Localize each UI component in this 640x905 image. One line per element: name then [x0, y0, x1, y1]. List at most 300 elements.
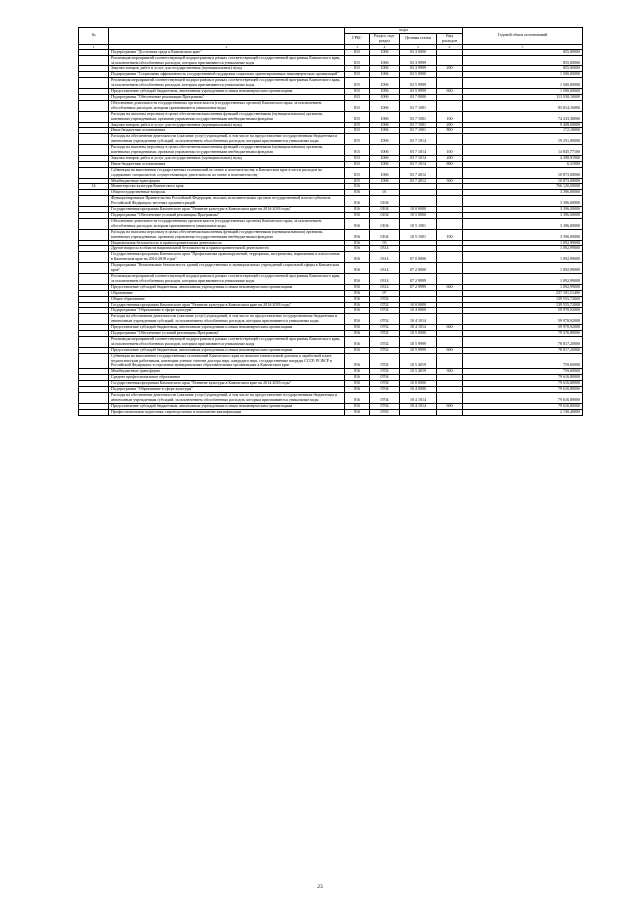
row-grbs: 815 — [345, 161, 370, 167]
row-amount: 1 500,00000 — [463, 78, 583, 89]
row-name: Государственная программа Камчатского края "Развитие культуры в Камчатском крае на 2014-2018 годы" — [109, 381, 345, 387]
row-grbs: 816 — [345, 387, 370, 393]
row-number — [79, 111, 109, 122]
row-grbs: 816 — [345, 290, 370, 296]
row-section: 1006 — [370, 122, 400, 128]
table-row — [79, 314, 583, 325]
header-amount: Годовой объем ассигнований — [463, 28, 583, 45]
budget-table — [78, 27, 583, 416]
row-name: Субвенции на выполнение государственных полномочий по опеке и попечительству в Камчатском крае в части расходов на содержание специалистов, осуществляющих деятельность по опеке и попечительству — [109, 167, 345, 178]
table-row — [79, 218, 583, 229]
row-target: 03 5 0000 — [400, 72, 437, 78]
row-amount: 6,31000 — [463, 161, 583, 167]
row-number — [79, 336, 109, 347]
row-name: Предоставление субсидий бюджетным, автономным учреждениям и иным некоммерческим организациям — [109, 403, 345, 409]
row-section: 0104 — [370, 196, 400, 207]
row-section: 0702 — [370, 347, 400, 353]
row-target: 03 7 1001 — [400, 111, 437, 122]
row-type — [437, 167, 463, 178]
row-amount: 78 817,20000 — [463, 336, 583, 347]
row-target: 10 0 0000 — [400, 207, 437, 213]
row-name: Подпрограмма "Обеспечение условий реализации Программы" — [109, 331, 345, 337]
row-type: 600 — [437, 403, 463, 409]
row-type: 200 — [437, 66, 463, 72]
column-number: 1 — [79, 44, 109, 49]
row-type: 800 — [437, 128, 463, 134]
row-name: Реализация мероприятий соответствующей подпрограммы в рамках соответствующей государственной программы Камчатского края, за исключением обособленных расходов, которым присваиваются уникальные коды — [109, 55, 345, 66]
row-amount: 855,00000 — [463, 49, 583, 55]
row-amount: 139 555,72000 — [463, 296, 583, 302]
row-name: Расходы на выплаты персоналу в целях обеспечения выполнения функций государственными (муниципальными) органами, казенными учреждениями, органами управления государственными внебюджетными фондами — [109, 229, 345, 240]
row-number — [79, 218, 109, 229]
column-number: 7 — [463, 44, 583, 49]
row-section: 03 — [370, 240, 400, 246]
row-amount: 3 396,00000 — [463, 229, 583, 240]
row-amount: 237 191,51400 — [463, 290, 583, 296]
row-type: 600 — [437, 284, 463, 290]
row-section: 1006 — [370, 155, 400, 161]
row-name: Национальная безопасность и правоохранительная деятельность — [109, 240, 345, 246]
row-type — [437, 409, 463, 415]
row-target: 10 5 4019 — [400, 353, 437, 369]
row-name: Расходы на обеспечение деятельности (оказание услуг) учреждений, в том числе на предоставление государственным бюджетным и автономным учреждениям субсидий, за исключением обособленных расходов, которым присваиваются уникальные коды — [109, 393, 345, 404]
row-section: 0702 — [370, 331, 400, 337]
row-name: Реализация мероприятий соответствующей подпрограммы в рамках соответствующей государственной программы Камчатского края, за исключением обособленных расходов, которым присваиваются уникальные коды — [109, 336, 345, 347]
row-amount: 1 500,00000 — [463, 72, 583, 78]
header-target: Целевая статья — [400, 33, 437, 44]
row-section: 0314 — [370, 263, 400, 274]
row-name: Иные бюджетные ассигнования — [109, 161, 345, 167]
row-amount: 1 092,99000 — [463, 284, 583, 290]
row-section: 0704 — [370, 375, 400, 381]
row-grbs: 815 — [345, 72, 370, 78]
row-name: Подпрограмма "Образование в сфере культуры" — [109, 387, 345, 393]
row-section: 01 — [370, 190, 400, 196]
row-number — [79, 55, 109, 66]
row-section: 1006 — [370, 94, 400, 100]
budget-table-page — [78, 27, 582, 416]
row-target: 03 7 1014 — [400, 161, 437, 167]
row-section: 1006 — [370, 72, 400, 78]
row-section: 0704 — [370, 381, 400, 387]
row-name: Закупка товаров, работ и услуг для государственных (муниципальных) нужд — [109, 155, 345, 161]
row-type — [437, 134, 463, 145]
row-number — [79, 145, 109, 156]
row-number — [79, 393, 109, 404]
table-row — [79, 78, 583, 89]
header-grbs: ГРБС — [345, 33, 370, 44]
row-grbs: 816 — [345, 302, 370, 308]
row-name: Подпрограмма "Доступная среда в Камчатском крае" — [109, 49, 345, 55]
row-type: 600 — [437, 347, 463, 353]
row-section: 1006 — [370, 89, 400, 95]
row-amount: 10 873,00000 — [463, 178, 583, 184]
row-name: Предоставление субсидий бюджетным, автономным учреждениям и иным некоммерческим организациям — [109, 347, 345, 353]
row-section: 0104 — [370, 207, 400, 213]
row-amount: 759,60000 — [463, 369, 583, 375]
row-amount: 3 396,00000 — [463, 213, 583, 219]
row-type — [437, 336, 463, 347]
row-type — [437, 353, 463, 369]
row-name: Государственная программа Камчатского края "Развитие культуры в Камчатском крае на 2014-2018 годы" — [109, 207, 345, 213]
row-target: 03 7 4012 — [400, 167, 437, 178]
row-target: 10 4 1014 — [400, 314, 437, 325]
row-name: Закупка товаров, работ и услуг для государственных (муниципальных) нужд — [109, 122, 345, 128]
row-name: Межбюджетные трансферты — [109, 178, 345, 184]
row-grbs: 816 — [345, 246, 370, 252]
row-grbs: 816 — [345, 252, 370, 263]
row-grbs: 816 — [345, 284, 370, 290]
row-number — [79, 263, 109, 274]
row-section: 0702 — [370, 302, 400, 308]
row-name: Подпрограмма "Социальная эффективность государственной поддержки социально ориентированных некоммерческих организаций" — [109, 72, 345, 78]
table-row — [79, 252, 583, 263]
row-grbs: 815 — [345, 94, 370, 100]
row-name: Образование — [109, 290, 345, 296]
row-target: 10 4 1014 — [400, 393, 437, 404]
row-name: Реализация мероприятий соответствующей подпрограммы в рамках соответствующей государственной программы Камчатского края, за исключением обособленных расходов, которым присваиваются уникальные коды — [109, 273, 345, 284]
table-row — [79, 167, 583, 178]
row-name: Межбюджетные трансферты — [109, 369, 345, 375]
row-target: 10 4 1014 — [400, 325, 437, 331]
row-section: 0704 — [370, 387, 400, 393]
row-grbs: 816 — [345, 325, 370, 331]
row-name: Подпрограмма "Обеспечение условий реализации Программы" — [109, 213, 345, 219]
row-grbs: 816 — [345, 331, 370, 337]
row-type: 600 — [437, 89, 463, 95]
row-section: 0702 — [370, 325, 400, 331]
row-target: 10 5 1001 — [400, 218, 437, 229]
row-amount: 14 845,77100 — [463, 145, 583, 156]
row-section: 1006 — [370, 66, 400, 72]
row-section: 1006 — [370, 49, 400, 55]
row-grbs: 816 — [345, 240, 370, 246]
row-amount: 1 092,99000 — [463, 240, 583, 246]
row-type: 800 — [437, 161, 463, 167]
row-amount: 1 500,00000 — [463, 89, 583, 95]
row-amount: 113 938,10000 — [463, 94, 583, 100]
row-amount: 59 978,92000 — [463, 314, 583, 325]
row-grbs: 815 — [345, 89, 370, 95]
row-type: 100 — [437, 229, 463, 240]
table-row — [79, 409, 583, 415]
row-name: Министерство культуры Камчатского края — [109, 184, 345, 190]
row-number — [79, 196, 109, 207]
row-type — [437, 78, 463, 89]
row-type — [437, 196, 463, 207]
table-row — [79, 393, 583, 404]
row-grbs: 815 — [345, 134, 370, 145]
table-row — [79, 111, 583, 122]
row-name: Государственная программа Камчатского края "Профилактика правонарушений, терроризма, экстремизма, наркомании и алкоголизма в Камчатском крае на 2014-2018 годы" — [109, 252, 345, 263]
table-row — [79, 353, 583, 369]
row-name: Общегосударственные вопросы — [109, 190, 345, 196]
table-row — [79, 336, 583, 347]
row-name: Другие вопросы в области национальной безопасности и правоохранительной деятельности — [109, 246, 345, 252]
row-grbs: 815 — [345, 111, 370, 122]
row-grbs: 816 — [345, 308, 370, 314]
row-section: 1006 — [370, 111, 400, 122]
table-row — [79, 134, 583, 145]
row-grbs: 816 — [345, 336, 370, 347]
row-name: Подпрограмма "Обеспечение реализации Программы" — [109, 94, 345, 100]
row-type: 500 — [437, 369, 463, 375]
header-row-top — [79, 28, 583, 34]
row-number — [79, 167, 109, 178]
row-number — [79, 134, 109, 145]
row-amount: 79 576,80000 — [463, 331, 583, 337]
row-name: Иные бюджетные ассигнования — [109, 128, 345, 134]
row-target: 10 5 4019 — [400, 369, 437, 375]
row-grbs: 815 — [345, 100, 370, 111]
row-target: 10 5 0000 — [400, 213, 437, 219]
column-number: 4 — [370, 44, 400, 49]
row-number — [79, 229, 109, 240]
row-type — [437, 55, 463, 66]
row-grbs: 816 — [345, 393, 370, 404]
row-section: 1006 — [370, 55, 400, 66]
row-grbs: 816 — [345, 381, 370, 387]
row-name: Профессиональная подготовка, переподготовка и повышение квалификации — [109, 409, 345, 415]
row-number — [79, 353, 109, 369]
row-amount: 1 092,99000 — [463, 252, 583, 263]
row-section: 1006 — [370, 134, 400, 145]
row-grbs: 815 — [345, 167, 370, 178]
row-section: 0704 — [370, 403, 400, 409]
row-name: Закупка товаров, работ и услуг для государственных (муниципальных) нужд — [109, 66, 345, 72]
page-number: 23 — [317, 884, 323, 890]
row-grbs: 815 — [345, 49, 370, 55]
row-grbs: 815 — [345, 78, 370, 89]
row-amount: 74 233,38000 — [463, 111, 583, 122]
row-section: 0702 — [370, 314, 400, 325]
row-amount: 172,18000 — [463, 128, 583, 134]
row-amount: 79 616,80000 — [463, 381, 583, 387]
row-grbs: 816 — [345, 403, 370, 409]
row-section: 1006 — [370, 178, 400, 184]
row-grbs: 816 — [345, 213, 370, 219]
row-amount: 139 555,72000 — [463, 302, 583, 308]
row-amount: 855,00000 — [463, 55, 583, 66]
row-section: 07 — [370, 290, 400, 296]
row-amount: 3 396,00000 — [463, 218, 583, 229]
row-amount: 766 120,09000 — [463, 184, 583, 190]
row-number — [79, 409, 109, 415]
row-grbs: 816 — [345, 263, 370, 274]
row-name: Общее образование — [109, 296, 345, 302]
row-name: Среднее профессиональное образование — [109, 375, 345, 381]
row-target: 10 5 9999 — [400, 336, 437, 347]
row-target: 03 7 1014 — [400, 155, 437, 161]
row-amount: 9 408,60000 — [463, 122, 583, 128]
row-target: 03 7 1014 — [400, 134, 437, 145]
table-row — [79, 145, 583, 156]
row-amount: 4 398,91900 — [463, 155, 583, 161]
row-grbs: 816 — [345, 375, 370, 381]
row-grbs: 815 — [345, 145, 370, 156]
row-target: 10 5 9999 — [400, 347, 437, 353]
header-name — [109, 28, 345, 45]
row-name: Предоставление субсидий бюджетным, автономным учреждениям и иным некоммерческим организациям — [109, 284, 345, 290]
row-section: 0705 — [370, 409, 400, 415]
row-name: Реализация мероприятий соответствующей подпрограммы в рамках соответствующей государственной программы Камчатского края, за исключением обособленных расходов, которым присваиваются уникальные коды — [109, 78, 345, 89]
row-target: 03 5 9999 — [400, 78, 437, 89]
row-target: 10 5 1001 — [400, 229, 437, 240]
row-name: Расходы на обеспечение деятельности (оказание услуг) учреждений, в том числе на предоставление государственным бюджетным и автономным учреждениям субсидий, за исключением обособленных расходов, которым присваиваются уникальные коды — [109, 314, 345, 325]
row-grbs: 816 — [345, 229, 370, 240]
row-name: Предоставление субсидий бюджетным, автономным учреждениям и иным некоммерческим организациям — [109, 325, 345, 331]
row-grbs: 816 — [345, 273, 370, 284]
row-type — [437, 393, 463, 404]
row-grbs: 816 — [345, 314, 370, 325]
row-section: 0704 — [370, 393, 400, 404]
row-section: 0702 — [370, 353, 400, 369]
column-number: 5 — [400, 44, 437, 49]
row-grbs: 815 — [345, 55, 370, 66]
row-number — [79, 314, 109, 325]
row-number: 14 — [79, 184, 109, 190]
row-target: 10 4 0000 — [400, 387, 437, 393]
row-grbs: 816 — [345, 190, 370, 196]
row-amount: 3 396,00000 — [463, 190, 583, 196]
row-type: 600 — [437, 325, 463, 331]
row-amount: 1 092,99000 — [463, 246, 583, 252]
row-amount: 759,60000 — [463, 353, 583, 369]
table-row — [79, 263, 583, 274]
row-name: Расходы на выплаты персоналу в целях обеспечения выполнения функций государственными (муниципальными) органами, казенными учреждениями, органами управления государственными внебюджетными фондами — [109, 145, 345, 156]
row-section: 0702 — [370, 336, 400, 347]
row-type — [437, 100, 463, 111]
row-target: 07 2 9999 — [400, 284, 437, 290]
row-type: 100 — [437, 111, 463, 122]
row-amount: 78 817,20000 — [463, 347, 583, 353]
row-name: Государственная программа Камчатского края "Развитие культуры в Камчатском крае на 2014-2018 годы" — [109, 302, 345, 308]
row-type — [437, 252, 463, 263]
row-target: 03 3 0000 — [400, 49, 437, 55]
row-name: Субвенции на выполнение государственных полномочий Камчатского края по выплате ежемесячной доплаты к заработной плате педагогическим работникам, имеющим ученые степени доктора наук, кандидата наук, государственные награды СССР, РСФСР и Российской Федерации, в отдельных муниципальных образовательных организациях в Камчатском крае — [109, 353, 345, 369]
row-amount: 59 978,92000 — [463, 308, 583, 314]
row-section: 0314 — [370, 284, 400, 290]
row-amount: 855,00000 — [463, 66, 583, 72]
row-type — [437, 273, 463, 284]
row-target: 07 2 9999 — [400, 273, 437, 284]
row-type: 200 — [437, 155, 463, 161]
row-name: Обеспечение деятельности государственных органов власти (государственных органов) Камчатского края, за исключением обособленных расходов, которым присваиваются уникальные коды — [109, 218, 345, 229]
row-section: 1006 — [370, 167, 400, 178]
table-row — [79, 100, 583, 111]
row-section: 0104 — [370, 218, 400, 229]
row-amount: 3 396,00000 — [463, 196, 583, 207]
row-section: 1006 — [370, 100, 400, 111]
header-type: Вид расходов — [437, 33, 463, 44]
row-target — [400, 196, 437, 207]
row-grbs: 816 — [345, 347, 370, 353]
row-type — [437, 314, 463, 325]
row-amount: 3 396,00000 — [463, 207, 583, 213]
row-amount: 1 092,99000 — [463, 263, 583, 274]
row-section: 1006 — [370, 145, 400, 156]
row-target: 03 7 1014 — [400, 145, 437, 156]
row-target: 10 4 1014 — [400, 403, 437, 409]
header-codes: коды — [345, 28, 463, 34]
row-section: 0314 — [370, 252, 400, 263]
row-grbs: 816 — [345, 196, 370, 207]
column-number: 3 — [345, 44, 370, 49]
row-section: 0104 — [370, 229, 400, 240]
row-grbs: 816 — [345, 369, 370, 375]
row-amount: 83 814,16000 — [463, 100, 583, 111]
row-grbs: 815 — [345, 122, 370, 128]
row-section: 0104 — [370, 213, 400, 219]
column-number: 2 — [109, 44, 345, 49]
row-grbs: 816 — [345, 296, 370, 302]
row-target: 10 4 0000 — [400, 308, 437, 314]
row-amount: 2 130,40000 — [463, 409, 583, 415]
table-row — [79, 229, 583, 240]
row-name: Предоставление субсидий бюджетным, автономным учреждениям и иным некоммерческим организациям — [109, 89, 345, 95]
row-number — [79, 78, 109, 89]
row-grbs: 816 — [345, 218, 370, 229]
table-row — [79, 55, 583, 66]
row-grbs: 816 — [345, 353, 370, 369]
header-no: № — [79, 28, 109, 45]
table-body — [79, 49, 583, 415]
row-target — [400, 409, 437, 415]
row-target: 03 3 9999 — [400, 66, 437, 72]
row-type — [437, 218, 463, 229]
row-number — [79, 273, 109, 284]
row-amount: 79 616,80000 — [463, 393, 583, 404]
row-name: Обеспечение деятельности государственных органов власти (государственных органов) Камчатского края, за исключением обособленных расходов, которым присваиваются уникальные коды — [109, 100, 345, 111]
row-amount: 59 978,92000 — [463, 325, 583, 331]
row-target: 10 0 0000 — [400, 381, 437, 387]
row-target: 03 7 1001 — [400, 100, 437, 111]
table-row — [79, 196, 583, 207]
row-grbs: 815 — [345, 128, 370, 134]
row-section: 0314 — [370, 273, 400, 284]
row-section: 1006 — [370, 128, 400, 134]
row-grbs: 816 — [345, 409, 370, 415]
row-target: 03 7 1001 — [400, 128, 437, 134]
row-section: 1006 — [370, 161, 400, 167]
row-amount: 79 616,80000 — [463, 375, 583, 381]
row-section: 0702 — [370, 369, 400, 375]
row-number — [79, 100, 109, 111]
row-target: 07 0 0000 — [400, 252, 437, 263]
row-name: Функционирование Правительства Российской Федерации, высших исполнительных органов государственной власти субъектов Российской Федерации, местных администраций — [109, 196, 345, 207]
row-type: 200 — [437, 122, 463, 128]
row-grbs: 816 — [345, 207, 370, 213]
row-amount: 79 616,80000 — [463, 403, 583, 409]
row-target: 03 7 0000 — [400, 94, 437, 100]
row-name: Расходы на обеспечение деятельности (оказание услуг) учреждений, в том числе на предоставление государственным бюджетным и автономным учреждениям субсидий, за исключением обособленных расходов, которым присваиваются уникальные коды — [109, 134, 345, 145]
row-target: 03 3 9999 — [400, 55, 437, 66]
row-type — [437, 263, 463, 274]
row-name: Подпрограмма "Комплексные безопасность зданий государственных и муниципальных учреждений социальной сферы в Камчатском крае" — [109, 263, 345, 274]
row-name: Расходы на выплаты персоналу в целях обеспечения выполнения функций государственными (муниципальными) органами, казенными учреждениями, органами управления государственными внебюджетными фондами — [109, 111, 345, 122]
row-section: 0702 — [370, 308, 400, 314]
row-type: 100 — [437, 145, 463, 156]
row-grbs: 815 — [345, 66, 370, 72]
row-amount: 1 092,99000 — [463, 273, 583, 284]
row-number — [79, 252, 109, 263]
row-amount: 79 616,80000 — [463, 387, 583, 393]
row-target: 03 5 9999 — [400, 89, 437, 95]
row-section: 0702 — [370, 296, 400, 302]
row-grbs: 816 — [345, 184, 370, 190]
row-target: 03 7 4012 — [400, 178, 437, 184]
row-grbs: 815 — [345, 178, 370, 184]
